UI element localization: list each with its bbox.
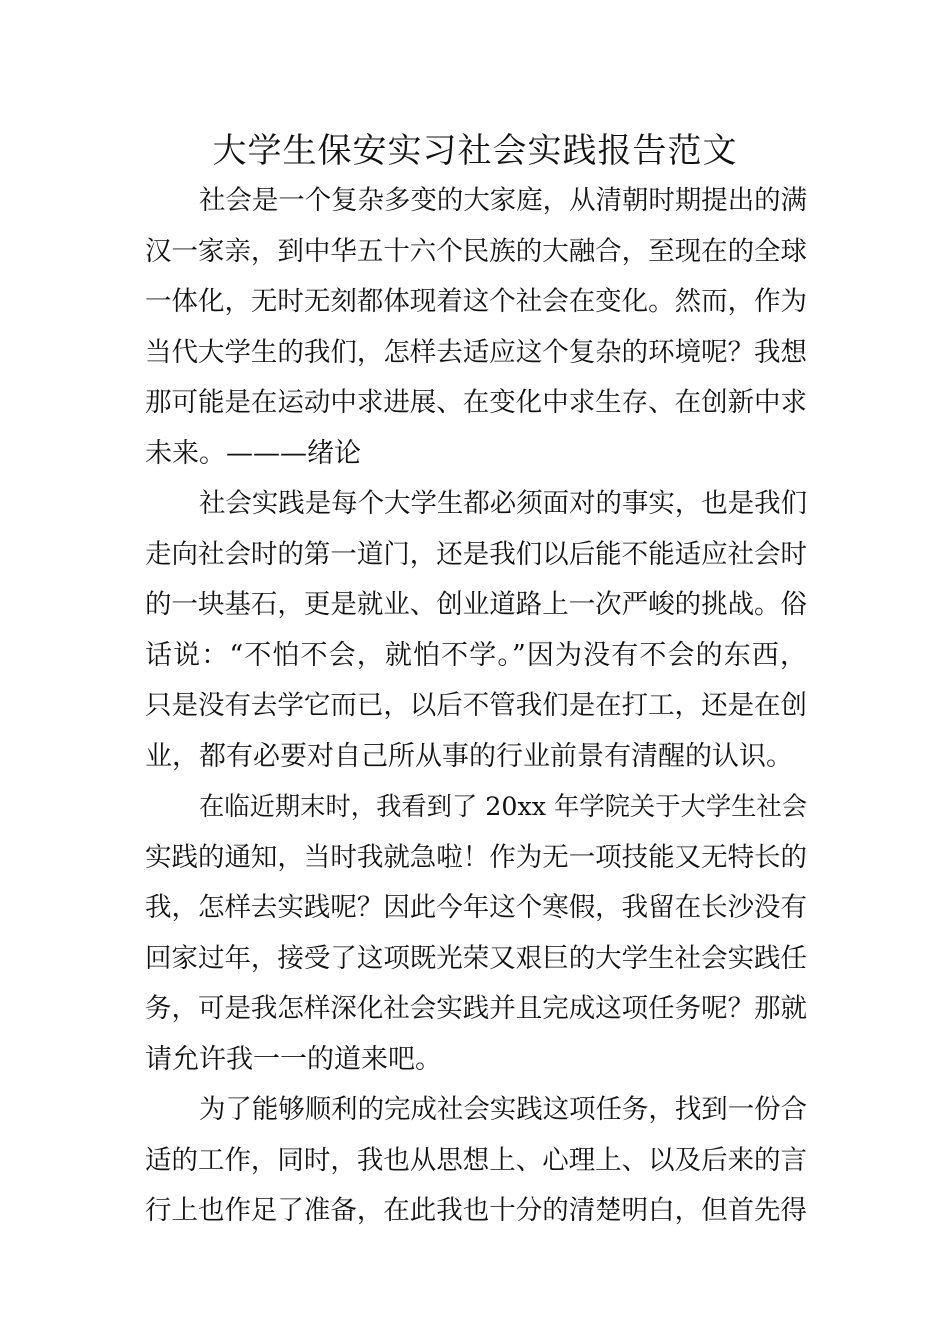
- paragraph-3: [145, 782, 807, 1085]
- paragraph-line: 那可能是在运动中求进展、在变化中求生存、在创新中求: [145, 387, 807, 418]
- paragraph-line: 行上也作足了准备，在此我也十分的清楚明白，但首先得: [145, 1195, 807, 1226]
- paragraph-line: 话说：“不怕不会，就怕不学。”因为没有不会的东西，: [145, 639, 809, 671]
- paragraph-line: 回家过年，接受了这项既光荣又艰巨的大学生社会实践任: [145, 942, 807, 974]
- paragraph-line: 实践的通知，当时我就急啦！作为无一项技能又无特长的: [145, 841, 807, 873]
- paragraph-1: [145, 176, 807, 479]
- paragraph-line: 只是没有去学它而已，以后不管我们是在打工，还是在创: [145, 690, 807, 721]
- paragraph-2: [145, 479, 807, 782]
- paragraph-line: 社会实践是每个大学生都必须面对的事实，也是我们: [199, 488, 807, 519]
- paragraph-line: 为了能够顺利的完成社会实践这项任务，找到一份合: [199, 1094, 807, 1125]
- paragraph-line: 未来。———绪论: [145, 437, 361, 469]
- paragraph-4: [145, 1085, 807, 1237]
- paragraph-line: 当代大学生的我们，怎样去适应这个复杂的环境呢？我想: [145, 336, 807, 368]
- paragraph-line: 请允许我一一的道来吧。: [145, 1043, 442, 1075]
- paragraph-line: 业，都有必要对自己所从事的行业前景有清醒的认识。: [145, 740, 793, 772]
- paragraph-line: 走向社会时的第一道门，还是我们以后能不能适应社会时: [145, 538, 807, 570]
- paragraph-line: 我，怎样去实践呢？因此今年这个寒假，我留在长沙没有: [145, 892, 807, 923]
- paragraph-line: 在临近期末时，我看到了 20xx 年学院关于大学生社会: [199, 792, 807, 821]
- paragraph-line: 适的工作，同时，我也从思想上、心理上、以及后来的言: [145, 1144, 807, 1176]
- paragraph-line: 汉一家亲，到中华五十六个民族的大融合，至现在的全球: [145, 235, 807, 267]
- paragraph-line: 务，可是我怎样深化社会实践并且完成这项任务呢？那就: [145, 993, 807, 1024]
- document-body: [145, 176, 807, 1237]
- document-title: 大学生保安实习社会实践报告范文: [212, 131, 738, 171]
- paragraph-line: 一体化，无时无刻都体现着这个社会在变化。然而，作为: [145, 286, 807, 317]
- paragraph-line: 的一块基石，更是就业、创业道路上一次严峻的挑战。俗: [145, 589, 807, 620]
- paragraph-line: 社会是一个复杂多变的大家庭，从清朝时期提出的满: [199, 185, 807, 216]
